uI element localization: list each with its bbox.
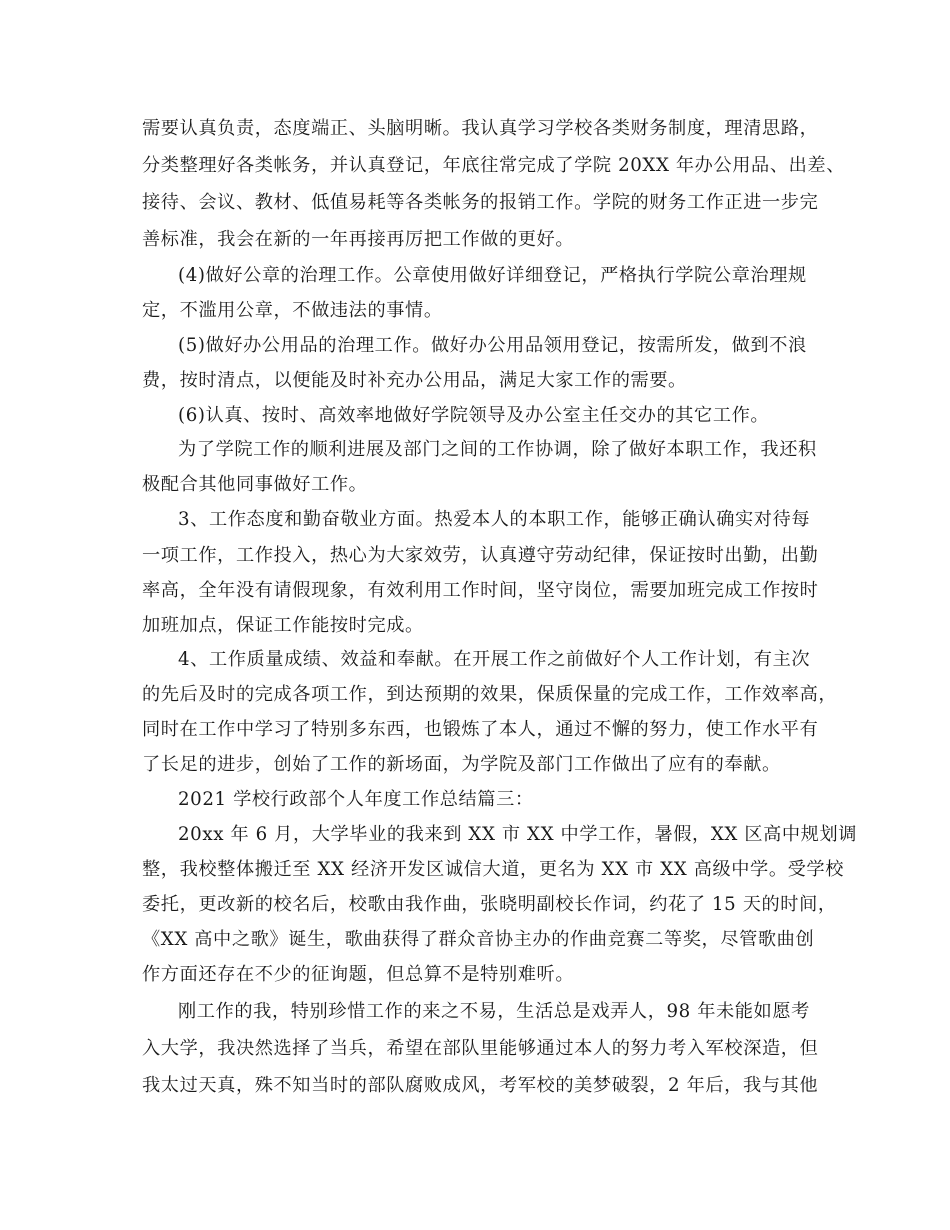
text-line: 《XX 高中之歌》诞生，歌曲获得了群众音协主办的作曲竞赛二等奖，尽管歌曲创 (142, 929, 815, 950)
text-line: 需要认真负责，态度端正、头脑明晰。我认真学习学校各类财务制度，理清思路， (142, 118, 819, 139)
text-line: 的先后及时的完成各项工作，到达预期的效果，保质保量的完成工作，工作效率高， (142, 684, 838, 705)
section-heading: 2021 学校行政部个人年度工作总结篇三： (178, 789, 534, 810)
text-line: 入大学，我决然选择了当兵，希望在部队里能够通过本人的努力考入军校深造，但 (142, 1038, 819, 1059)
text-line: 委托，更改新的校名后，校歌由我作曲，张晓明副校长作词，约花了 15 天的时间， (142, 894, 837, 915)
text-line: 为了学院工作的顺利进展及部门之间的工作协调，除了做好本职工作，我还积 (178, 439, 817, 460)
text-line: 费，按时清点，以便能及时补充办公用品，满足大家工作的需要。 (142, 370, 687, 391)
text-line: 作方面还存在不少的征询题，但总算不是特别难听。 (142, 964, 575, 985)
text-line: 20xx 年 6 月，大学毕业的我来到 XX 市 XX 中学工作，暑假，XX 区高中规划调 (178, 824, 858, 845)
text-line: 率高，全年没有请假现象，有效利用工作时间，坚守岗位，需要加班完成工作按时 (142, 580, 819, 601)
text-line: 定，不滥用公章，不做违法的事情。 (142, 300, 443, 321)
text-line: 一项工作，工作投入，热心为大家效劳，认真遵守劳动纪律，保证按时出勤，出勤 (142, 545, 819, 566)
text-line: (6)认真、按时、高效率地做好学院领导及办公室主任交办的其它工作。 (178, 405, 770, 426)
text-line: 我太过天真，殊不知当时的部队腐败成风，考军校的美梦破裂，2 年后，我与其他 (142, 1075, 819, 1096)
text-line: 同时在工作中学习了特别多东西，也锻炼了本人，通过不懈的努力，使工作水平有 (142, 719, 819, 740)
text-line: (5)做好办公用品的治理工作。做好办公用品领用登记，按需所发，做到不浪 (178, 335, 807, 356)
text-line: 接待、会议、教材、低值易耗等各类帐务的报销工作。学院的财务工作正进一步完 (142, 192, 819, 213)
text-line: 刚工作的我，特别珍惜工作的来之不易，生活总是戏弄人，98 年未能如愿考 (178, 1001, 810, 1022)
text-line: 了长足的进步，创始了工作的新场面，为学院及部门工作做出了应有的奉献。 (142, 754, 781, 775)
text-line: 整，我校整体搬迁至 XX 经济开发区诚信大道，更名为 XX 市 XX 高级中学。受学校 (142, 859, 844, 880)
text-line: 善标准，我会在新的一年再接再厉把工作做的更好。 (142, 229, 575, 250)
text-line: 加班加点，保证工作能按时完成。 (142, 615, 424, 636)
text-line: 极配合其他同事做好工作。 (142, 474, 368, 495)
text-line: 4、工作质量成绩、效益和奉献。在开展工作之前做好个人工作计划，有主次 (178, 649, 811, 670)
text-line: (4)做好公章的治理工作。公章使用做好详细登记，严格执行学院公章治理规 (178, 265, 807, 286)
text-line: 3、工作态度和勤奋敬业方面。热爱本人的本职工作，能够正确认确实对待每 (178, 509, 811, 530)
text-line: 分类整理好各类帐务，并认真登记，年底往常完成了学院 20XX 年办公用品、出差、 (142, 155, 845, 176)
